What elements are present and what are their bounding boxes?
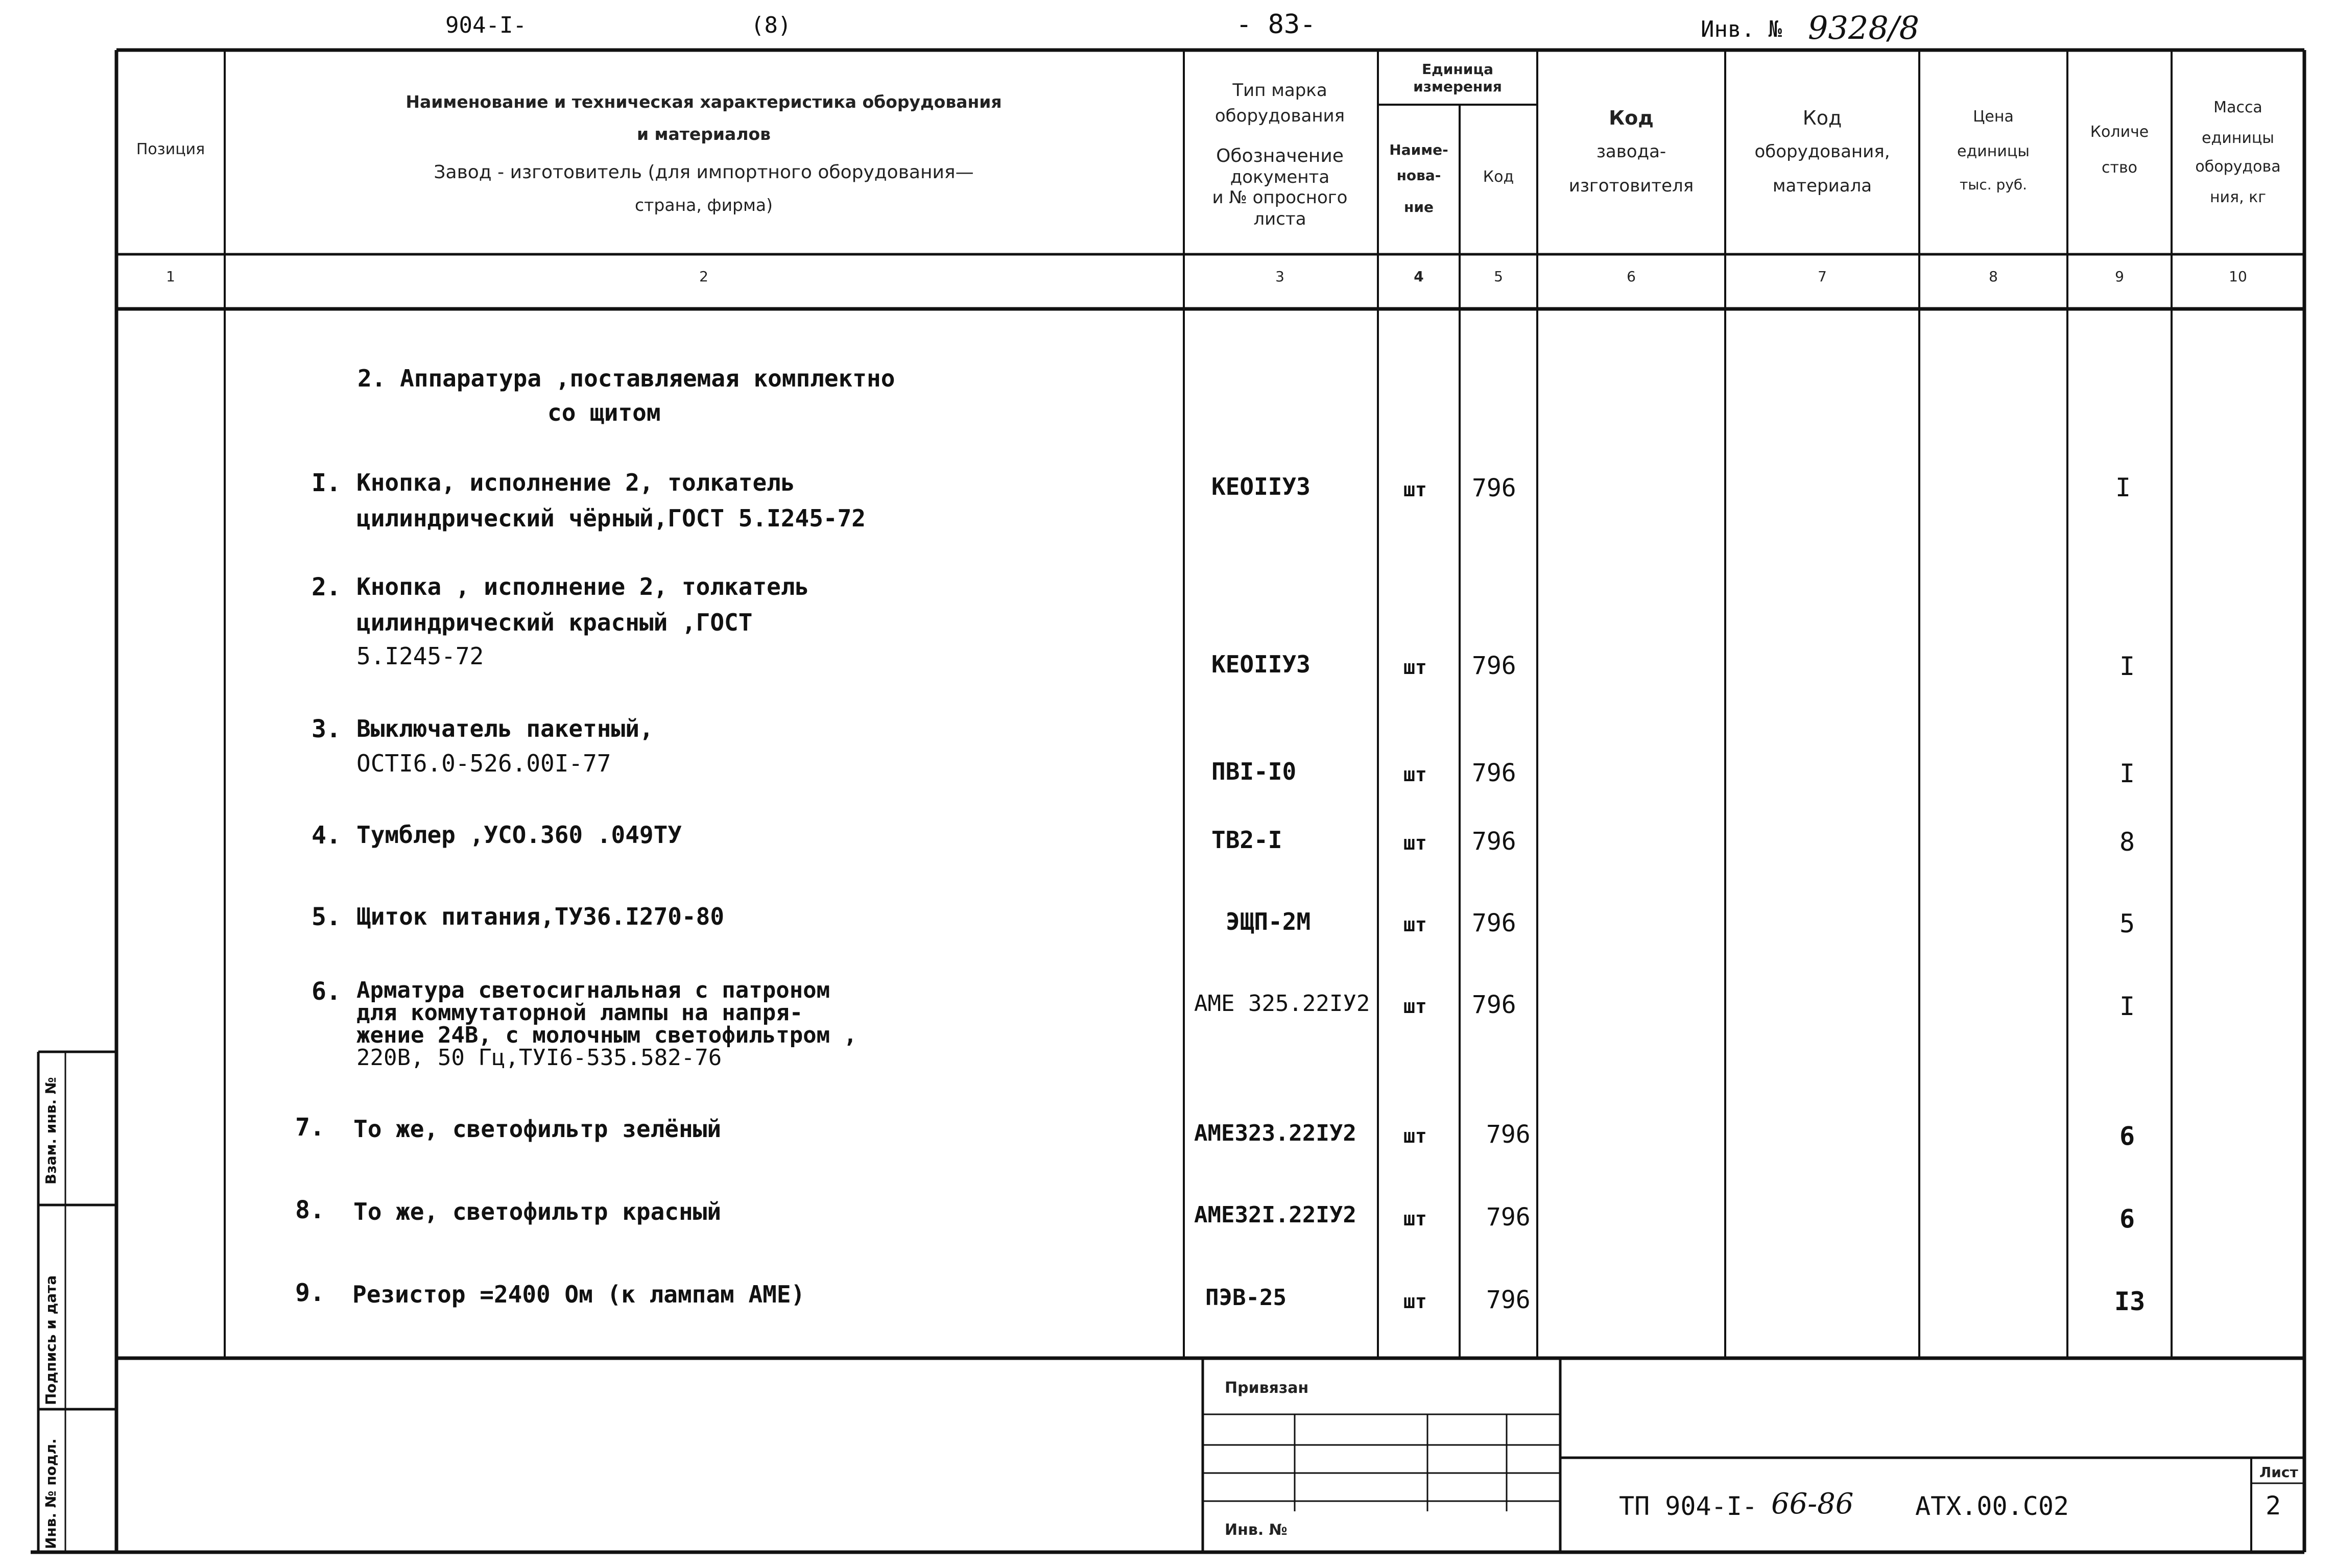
row-1-qty: I <box>2115 473 2131 502</box>
row-7-code: 796 <box>1486 1120 1531 1149</box>
stamp-inv-no: Инв. № <box>1225 1521 1288 1539</box>
col-number-9: 9 <box>2115 268 2124 285</box>
header-col3-line5: и № опросного <box>1212 187 1348 208</box>
header-col10-line2: единицы <box>2202 129 2274 147</box>
header-col3-line3: Обозначение <box>1216 146 1344 166</box>
row-5-type: ЭЩП-2М <box>1226 908 1311 935</box>
header-col7-line3: материала <box>1772 176 1872 196</box>
stamp-sheet-number: 2 <box>2266 1491 2281 1521</box>
col-number-10: 10 <box>2229 268 2247 285</box>
stamp-privyazan: Привязан <box>1225 1379 1309 1397</box>
header-col10-line1: Масса <box>2213 99 2262 116</box>
row-4-code: 796 <box>1472 827 1516 856</box>
row-8-code: 796 <box>1486 1203 1531 1232</box>
row-2-unit: шт <box>1403 656 1427 679</box>
row-6-qty: I <box>2119 992 2135 1021</box>
row-2-number: 2. <box>312 573 341 601</box>
header-col2-line1: Наименование и техническая характеристика оборудования <box>406 92 1002 112</box>
side-stamp-vzam-inv: Взам. инв. № <box>42 1077 59 1185</box>
side-stamp-inv-podl: Инв. № подл. <box>42 1438 59 1549</box>
section-title-line2: со щитом <box>547 399 661 426</box>
header-col2-line4: страна, фирма) <box>635 195 773 215</box>
stamp-code-handwritten: 66-86 <box>1771 1487 1854 1521</box>
row-2-desc-line2: цилиндрический красный ,ГОСТ <box>356 609 753 636</box>
header-col9-line1: Количе <box>2090 123 2149 141</box>
row-9-unit: шт <box>1403 1290 1427 1313</box>
row-6-desc-line4: 220В, 50 Гц,ТУI6-535.582-76 <box>356 1045 722 1071</box>
header-col1-title: Позиция <box>136 140 205 158</box>
row-6-unit: шт <box>1403 995 1427 1018</box>
row-2-type: КЕОIIУЗ <box>1211 650 1311 678</box>
row-7-qty: 6 <box>2119 1121 2135 1151</box>
header-col6-line1: Код <box>1609 107 1654 129</box>
row-3-desc-line2: ОСТI6.0-526.00I-77 <box>356 750 611 777</box>
row-8-desc-line1: То же, светофильтр красный <box>353 1198 722 1225</box>
row-8-number: 8. <box>295 1196 325 1224</box>
row-7-unit: шт <box>1403 1125 1427 1147</box>
row-9-number: 9. <box>295 1278 325 1307</box>
header-col3-line2: оборудования <box>1214 106 1345 126</box>
stamp-code-prefix: ТП 904-I- <box>1619 1491 1757 1521</box>
page-number: - 83- <box>1236 9 1316 40</box>
col-number-7: 7 <box>1818 268 1827 285</box>
header-col8-line1: Цена <box>1973 108 2014 126</box>
row-1-code: 796 <box>1472 474 1516 502</box>
header-col3-line6: листа <box>1253 209 1306 229</box>
row-6-code: 796 <box>1472 991 1516 1019</box>
row-1-desc-line2: цилиндрический чёрный,ГОСТ 5.I245-72 <box>356 504 866 532</box>
row-5-qty: 5 <box>2119 909 2135 938</box>
col-number-8: 8 <box>1989 268 1998 285</box>
stamp-sheet-label: Лист <box>2259 1464 2298 1481</box>
sheet-paren-label: (8) <box>751 12 792 38</box>
row-5-number: 5. <box>312 903 341 931</box>
header-col2-line3: Завод - изготовитель (для импортного оборудования— <box>434 162 974 183</box>
row-1-number: I. <box>312 469 341 497</box>
inv-label: Инв. № <box>1701 16 1782 42</box>
header-col10-line3: оборудова <box>2195 158 2281 176</box>
row-3-qty: I <box>2119 759 2135 788</box>
col-number-3: 3 <box>1275 268 1284 285</box>
row-4-unit: шт <box>1403 832 1427 854</box>
header-col8-line2: единицы <box>1957 142 2030 160</box>
row-2-qty: I <box>2119 652 2135 681</box>
row-7-number: 7. <box>295 1113 325 1142</box>
col-number-5: 5 <box>1494 268 1503 285</box>
row-4-desc-line1: Тумблер ,УСО.360 .049ТУ <box>356 821 682 849</box>
header-col2-line2: и материалов <box>636 124 771 144</box>
row-6-desc-line3: жение 24В, с молочным светофильтром , <box>356 1022 857 1048</box>
row-6-number: 6. <box>312 977 341 1006</box>
row-6-desc-line1: Арматура светосигнальная с патроном <box>356 977 830 1003</box>
header-col4-line1: Наиме- <box>1389 141 1448 158</box>
header-col3-line4: документа <box>1230 167 1330 187</box>
row-7-desc-line1: То же, светофильтр зелёный <box>353 1115 722 1143</box>
header-col9-line2: ство <box>2101 159 2138 177</box>
header-col4-line2: нова- <box>1396 167 1441 184</box>
header-col4-line3: ние <box>1404 199 1434 215</box>
col-number-6: 6 <box>1627 268 1636 285</box>
row-5-code: 796 <box>1472 909 1516 937</box>
row-8-type: АМЕ32I.22IУ2 <box>1194 1202 1356 1228</box>
row-2-code: 796 <box>1472 652 1516 680</box>
doc-series-label: 904-I- <box>445 12 527 38</box>
row-4-type: ТВ2-I <box>1211 826 1282 854</box>
header-col6-line3: изготовителя <box>1568 176 1694 196</box>
header-unit-group-line1: Единица <box>1422 61 1493 78</box>
col-number-1: 1 <box>166 268 175 285</box>
col-number-2: 2 <box>699 268 708 285</box>
row-3-type: ПВI-I0 <box>1211 758 1297 785</box>
stamp-doc-code: АТХ.00.С02 <box>1915 1491 2069 1521</box>
row-2-desc-line3: 5.I245-72 <box>356 642 484 670</box>
row-1-unit: шт <box>1403 478 1427 501</box>
row-9-qty: I3 <box>2114 1287 2146 1316</box>
header-col7-line1: Код <box>1802 107 1842 129</box>
header-col6-line2: завода- <box>1596 141 1666 162</box>
row-1-desc-line1: Кнопка, исполнение 2, толкатель <box>356 469 795 496</box>
row-7-type: АМЕ323.22IУ2 <box>1194 1120 1356 1146</box>
inv-number-handwritten: 9328/8 <box>1808 9 1920 46</box>
row-1-type: КЕОIIУЗ <box>1211 473 1311 500</box>
row-9-code: 796 <box>1486 1286 1531 1314</box>
header-col5: Код <box>1483 168 1514 186</box>
row-3-unit: шт <box>1403 763 1427 786</box>
row-9-type: ПЭВ-25 <box>1205 1285 1286 1311</box>
section-title-line1: 2. Аппаратура ,поставляемая комплектно <box>358 365 895 392</box>
row-3-number: 3. <box>312 715 341 743</box>
col-number-4: 4 <box>1414 268 1424 285</box>
row-8-unit: шт <box>1403 1208 1427 1230</box>
row-6-type: АМЕ 325.22IУ2 <box>1194 991 1370 1017</box>
header-col8-line3: тыс. руб. <box>1959 176 2028 193</box>
row-8-qty: 6 <box>2119 1204 2135 1234</box>
row-3-desc-line1: Выключатель пакетный, <box>356 715 654 742</box>
header-unit-group-line2: измерения <box>1413 78 1502 95</box>
row-5-desc-line1: Щиток питания,ТУ36.I270-80 <box>356 903 725 930</box>
row-9-desc-line1: Резистор =2400 Ом (к лампам АМЕ) <box>352 1281 805 1308</box>
row-4-number: 4. <box>312 821 341 850</box>
header-col10-line4: ния, кг <box>2209 188 2267 206</box>
row-6-desc-line2: для коммутаторной лампы на напря- <box>356 1000 803 1026</box>
row-4-qty: 8 <box>2119 827 2135 857</box>
row-2-desc-line1: Кнопка , исполнение 2, толкатель <box>356 573 809 600</box>
header-col7-line2: оборудования, <box>1754 141 1890 162</box>
header-col3-line1: Тип марка <box>1232 80 1327 101</box>
side-stamp-podpis-data: Подпись и дата <box>42 1275 59 1405</box>
row-5-unit: шт <box>1403 913 1427 936</box>
row-3-code: 796 <box>1472 759 1516 787</box>
